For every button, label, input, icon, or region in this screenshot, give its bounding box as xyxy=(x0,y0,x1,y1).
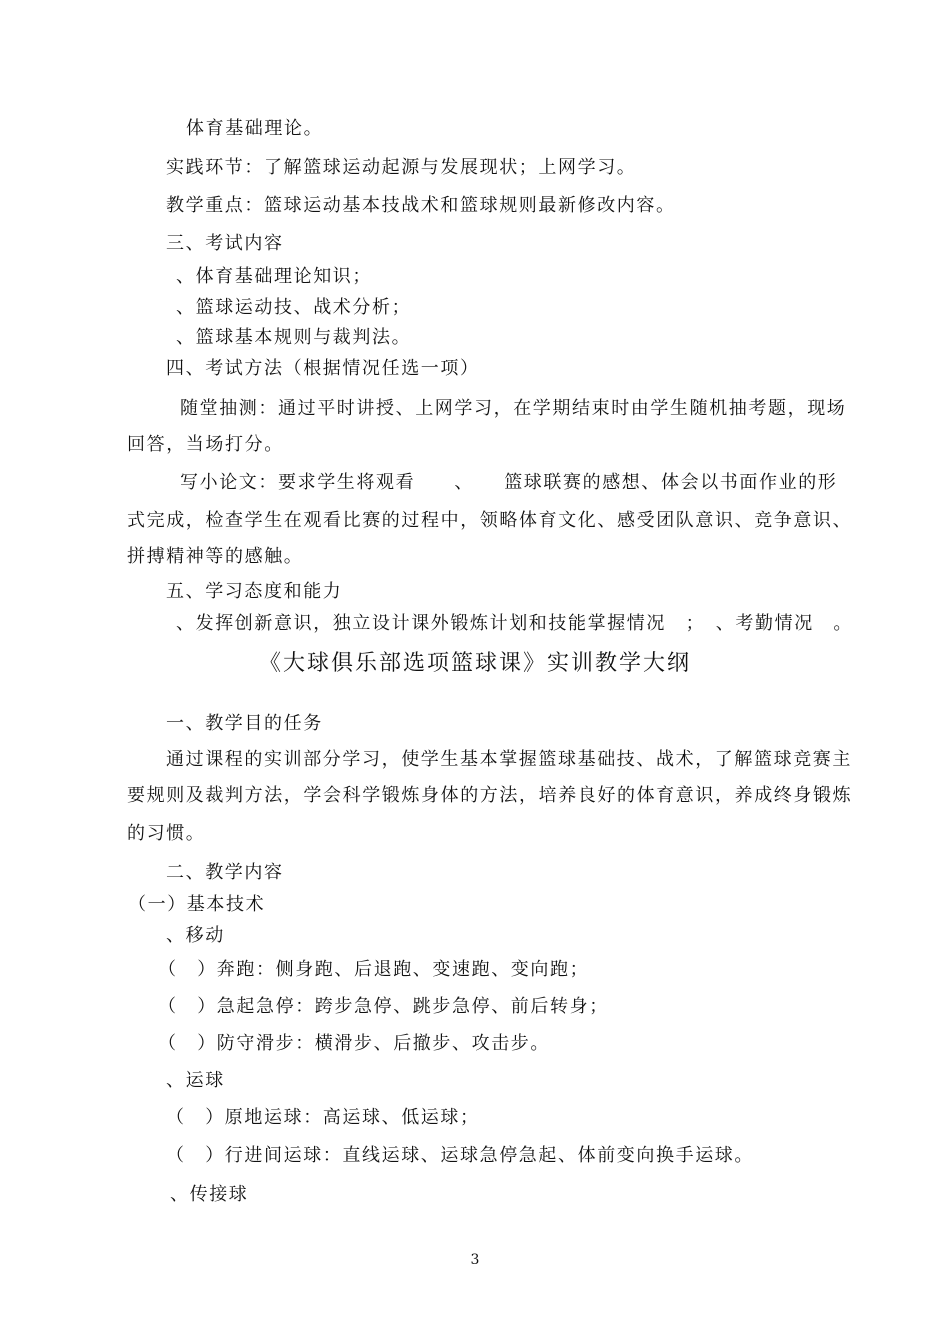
list-item: （ ）行进间运球：直线运球、运球急停急起、体前变向换手运球。 xyxy=(166,1145,754,1166)
text-line: 随堂抽测：通过平时讲授、上网学习，在学期结束时由学生随机抽考题，现场 xyxy=(180,398,847,419)
list-item: 、传接球 xyxy=(170,1184,249,1205)
section-heading: 二、教学内容 xyxy=(166,862,284,883)
subsection-heading: （一）基本技术 xyxy=(128,894,266,915)
text-line: 拼搏精神等的感触。 xyxy=(127,546,304,567)
text-line: 要规则及裁判方法，学会科学锻炼身体的方法，培养良好的体育意识，养成终身锻炼 xyxy=(127,785,853,806)
text-line: 式完成，检查学生在观看比赛的过程中，领略体育文化、感受团队意识、竞争意识、 xyxy=(127,510,853,531)
list-item: （ ）防守滑步：横滑步、后撤步、攻击步。 xyxy=(158,1033,550,1054)
text-line: 、发挥创新意识，独立设计课外锻炼计划和技能掌握情况 ； 、考勤情况 。 xyxy=(176,613,853,634)
section-heading: 一、教学目的任务 xyxy=(166,713,323,734)
text-line: 通过课程的实训部分学习，使学生基本掌握篮球基础技、战术，了解篮球竞赛主 xyxy=(166,749,852,770)
list-item: 、篮球运动技、战术分析； xyxy=(176,297,412,318)
list-item: （ ）原地运球：高运球、低运球； xyxy=(166,1107,480,1128)
list-item: （ ）急起急停：跨步急停、跳步急停、前后转身； xyxy=(158,996,609,1017)
text-line: 实践环节：了解篮球运动起源与发展现状；上网学习。 xyxy=(166,157,637,178)
list-item: 、体育基础理论知识； xyxy=(176,266,372,287)
text-line: 的习惯。 xyxy=(127,823,206,844)
section-heading: 三、考试内容 xyxy=(166,233,284,254)
section-heading: 四、考试方法（根据情况任选一项） xyxy=(166,358,480,379)
section-title: 《大球俱乐部选项篮球课》实训教学大纲 xyxy=(258,651,691,676)
text-line: 写小论文：要求学生将观看 、 篮球联赛的感想、体会以书面作业的形 xyxy=(180,472,838,493)
text-line: 体育基础理论。 xyxy=(186,118,324,139)
list-item: 、篮球基本规则与裁判法。 xyxy=(176,327,412,348)
list-item: （ ）奔跑：侧身跑、后退跑、变速跑、变向跑； xyxy=(158,959,590,980)
text-line: 回答，当场打分。 xyxy=(127,434,284,455)
section-heading: 五、学习态度和能力 xyxy=(166,581,343,602)
list-item: 、运球 xyxy=(166,1070,225,1091)
list-item: 、移动 xyxy=(166,925,225,946)
text-line: 教学重点：篮球运动基本技战术和篮球规则最新修改内容。 xyxy=(166,195,676,216)
page-number: 3 xyxy=(470,1252,480,1268)
